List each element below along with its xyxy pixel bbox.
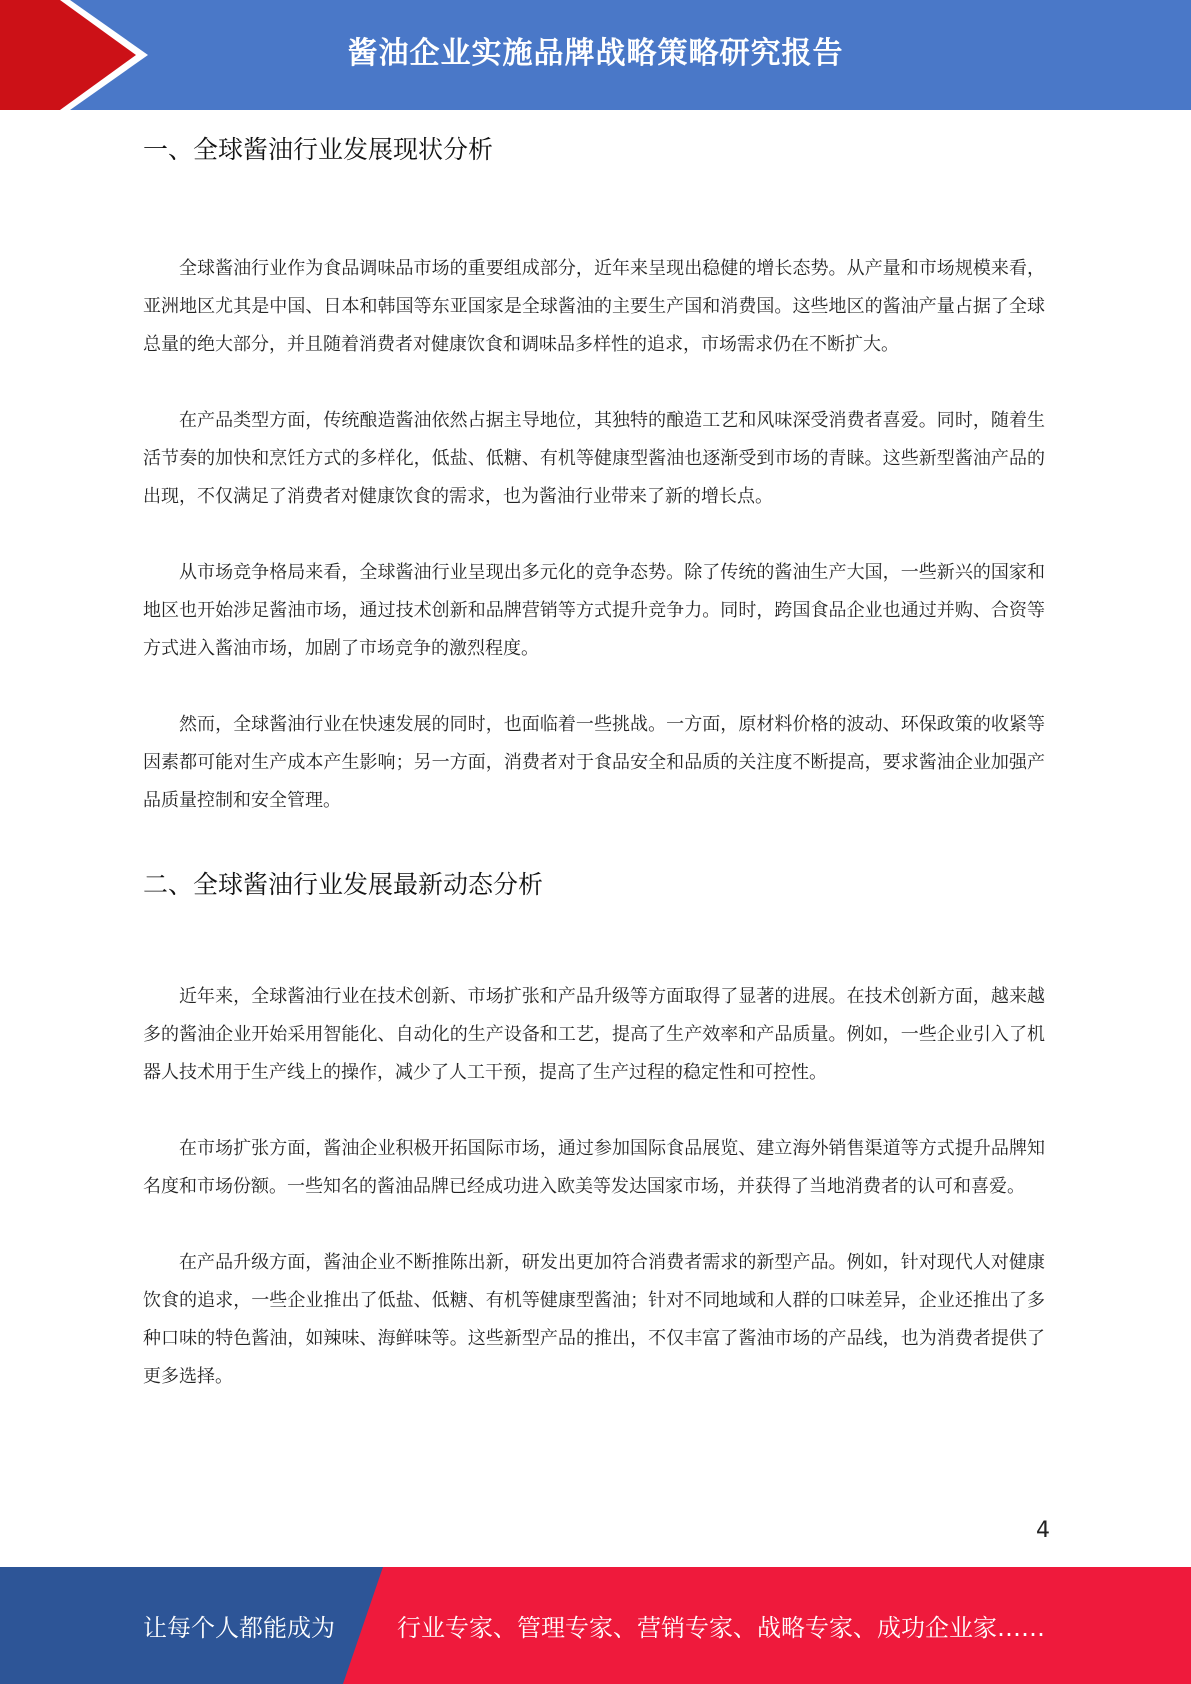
footer-slogan-right: 行业专家、管理专家、营销专家、战略专家、成功企业家…… [397,1614,1045,1642]
report-title: 酱油企业实施品牌战略策略研究报告 [347,36,844,71]
paragraph: 在产品类型方面，传统酿造酱油依然占据主导地位，其独特的酿造工艺和风味深受消费者喜爱。同时，随着生活节奏的加快和烹饪方式的多样化，低盐、低糖、有机等健康型酱油也逐渐受到市场的青睐。这些新型酱油产品的出现，不仅满足了消费者对健康饮食的需求，也为酱油行业带来了新的增长点。 [143,410,1045,507]
footer-slogan-left: 让每个人都能成为 [143,1614,335,1642]
paragraph: 在市场扩张方面，酱油企业积极开拓国际市场，通过参加国际食品展览、建立海外销售渠道等方式提升品牌知名度和市场份额。一些知名的酱油品牌已经成功进入欧美等发达国家市场，并获得了当地消费者的认可和喜爱。 [143,1138,1045,1197]
paragraph: 全球酱油行业作为食品调味品市场的重要组成部分，近年来呈现出稳健的增长态势。从产量和市场规模来看，亚洲地区尤其是中国、日本和韩国等东亚国家是全球酱油的主要生产国和消费国。这些地区的酱油产量占据了全球总量的绝大部分，并且随着消费者对健康饮食和调味品多样性的追求，市场需求仍在不断扩大。 [143,258,1045,355]
footer-band [0,1567,1191,1684]
paragraph: 然而，全球酱油行业在快速发展的同时，也面临着一些挑战。一方面，原材料价格的波动、环保政策的收紧等因素都可能对生产成本产生影响；另一方面，消费者对于食品安全和品质的关注度不断提高，要求酱油企业加强产品质量控制和安全管理。 [143,714,1045,811]
section-heading: 一、全球酱油行业发展现状分析 [143,135,494,164]
header-arrow-decoration [0,0,160,110]
page-number: 4 [1036,1518,1050,1543]
paragraph: 在产品升级方面，酱油企业不断推陈出新，研发出更加符合消费者需求的新型产品。例如，针对现代人对健康饮食的追求，一些企业推出了低盐、低糖、有机等健康型酱油；针对不同地域和人群的口味差异，企业还推出了多种口味的特色酱油，如辣味、海鲜味等。这些新型产品的推出，不仅丰富了酱油市场的产品线，也为消费者提供了更多选择。 [143,1252,1045,1387]
paragraph: 近年来，全球酱油行业在技术创新、市场扩张和产品升级等方面取得了显著的进展。在技术创新方面，越来越多的酱油企业开始采用智能化、自动化的生产设备和工艺，提高了生产效率和产品质量。例如，一些企业引入了机器人技术用于生产线上的操作，减少了人工干预，提高了生产过程的稳定性和可控性。 [143,986,1045,1083]
page-content [143,120,1045,1396]
header-band [0,0,1191,110]
section-heading: 二、全球酱油行业发展最新动态分析 [143,870,544,899]
paragraph: 从市场竞争格局来看，全球酱油行业呈现出多元化的竞争态势。除了传统的酱油生产大国，一些新兴的国家和地区也开始涉足酱油市场，通过技术创新和品牌营销等方式提升竞争力。同时，跨国食品企业也通过并购、合资等方式进入酱油市场，加剧了市场竞争的激烈程度。 [143,562,1045,659]
